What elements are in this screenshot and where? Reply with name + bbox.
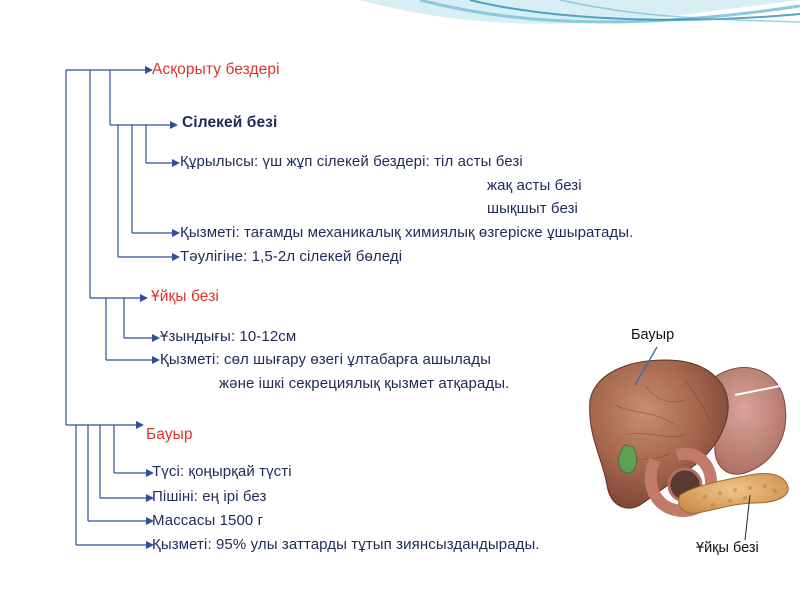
salivary-structure-2: жақ асты безі [487,177,582,194]
pancreas-heading: Ұйқы безі [151,288,219,305]
liver-color: Түсі: қоңырқай түсті [152,463,292,480]
salivary-heading: Сілекей безі [182,114,278,131]
figure-label-liver: Бауыр [631,327,675,343]
salivary-function: Қызметі: тағамды механикалық химиялық өзгеріске ұшыратады. [180,224,634,241]
salivary-structure-3: шықшыт безі [487,200,578,217]
liver-heading: Бауыр [146,426,193,443]
main-heading: Асқорыту бездері [152,61,280,78]
pancreas-length: Ұзындығы: 10-12см [160,328,297,345]
pancreas-function-2: және ішкі секрециялық қызмет атқарады. [219,375,510,392]
salivary-daily: Тәулігіне: 1,5-2л сілекей бөледі [180,248,403,265]
liver-shape: Пішіні: ең ірі без [152,488,267,505]
salivary-structure: Құрылысы: үш жұп сілекей бездері: тіл асты безі [180,153,523,170]
figure-label-pancreas: Ұйқы безі [696,540,759,556]
liver-mass: Массасы 1500 г [152,512,264,529]
liver-function: Қызметі: 95% улы заттарды тұтып зиянсыздандырады. [152,536,540,553]
pancreas-function: Қызметі: сөл шығару өзегі ұлтабарға ашылады [160,351,491,368]
liver-pancreas-illustration [585,345,795,545]
